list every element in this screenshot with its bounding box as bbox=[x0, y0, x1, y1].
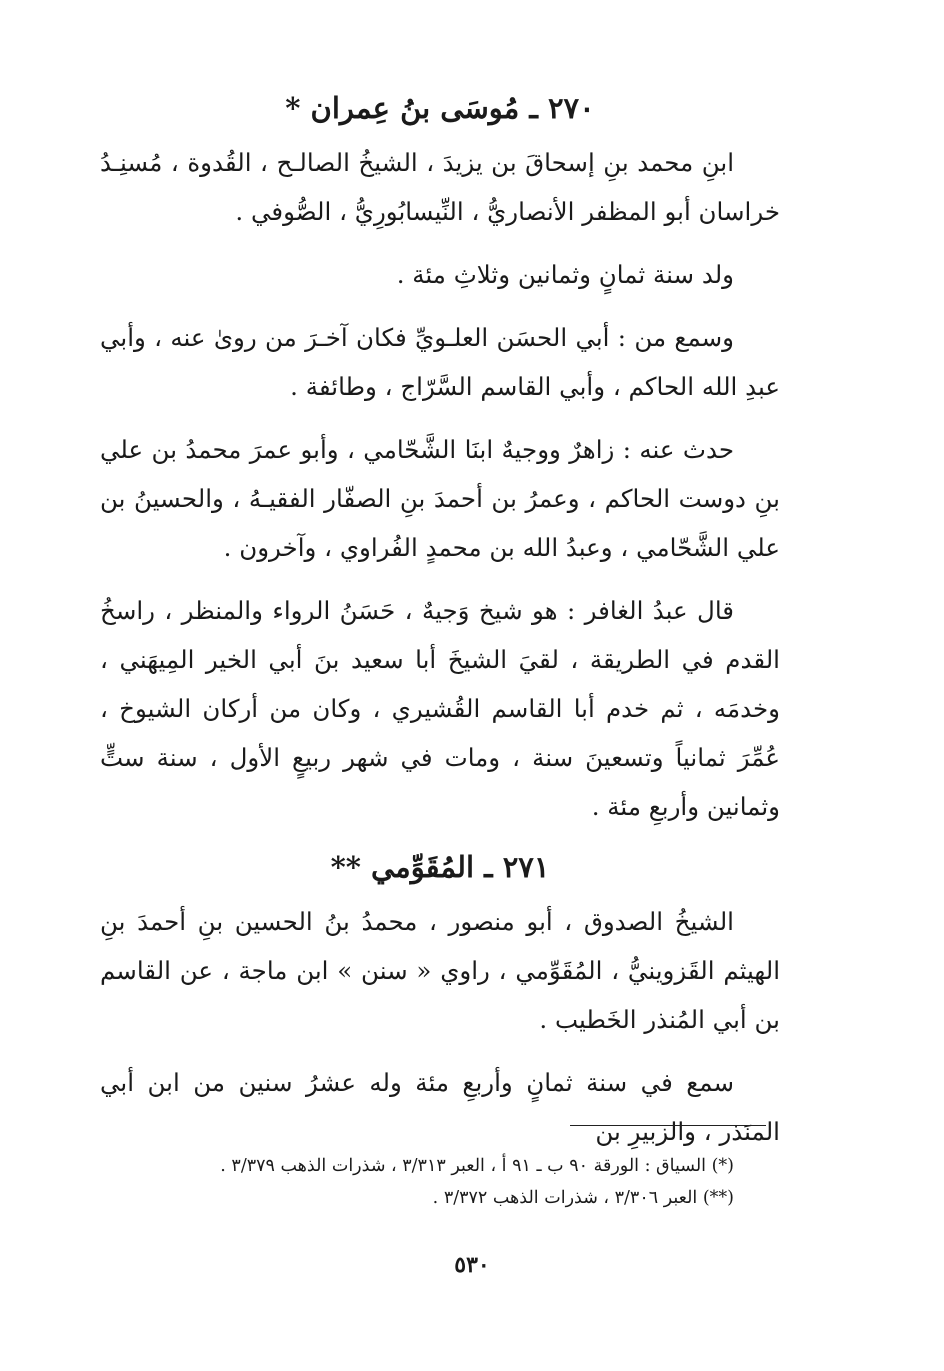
footnote-2: (**) العبر ٣/٣٠٦ ، شذرات الذهب ٣/٣٧٢ . bbox=[432, 1188, 734, 1208]
entry-270-paragraph-3: وسمع من : أبي الحسَن العلـويِّ فكان آخـرَ من روىٰ عنه ، وأبي عبدِ الله الحاكم ، وأبي القاسم السَّرّاج ، وطائفة . bbox=[100, 323, 780, 401]
footnotes bbox=[150, 1150, 734, 1214]
entry-271-paragraph-1: الشيخُ الصدوق ، أبو منصور ، محمدُ بنُ الحسين بنِ أحمدَ بنِ الهيثم القَزوينيُّ ، المُقَوِّمي ، راوي « سنن » ابن ماجة ، عن القاسم بن أبي المُنذر الخَطيب . bbox=[100, 907, 780, 1034]
footnote-1: (*) السياق : الورقة ٩٠ ب ـ ٩١ أ ، العبر ٣/٣١٣ ، شذرات الذهب ٣/٣٧٩ . bbox=[220, 1156, 734, 1176]
entry-title-271: ٢٧١ ـ المُقَوِّمي ** bbox=[330, 850, 550, 884]
entry-title-270: ٢٧٠ ـ مُوسَى بنُ عِمران * bbox=[285, 91, 595, 125]
entry-270-paragraph-4: حدث عنه : زاهرٌ ووجيهٌ ابنَا الشَّحّامي ، وأبو عمرَ محمدُ بن علي بنِ دوست الحاكم ، وعمرُ بن أحمدَ بنِ الصفّار الفقيـهُ ، والحسينُ بن علي الشَّحّامي ، وعبدُ الله بن محمدٍ الفُراوي ، وآخرون . bbox=[100, 435, 780, 562]
entry-270-paragraph-1: ابنِ محمد بنِ إسحاقَ بن يزيدَ ، الشيخُ الصالـح ، القُدوة ، مُسنِـدُ خراسان أبو المظفر الأنصاريُّ ، النِّيسابُورِيُّ ، الصُّوفي . bbox=[100, 148, 780, 226]
entry-270-paragraph-2: ولد سنة ثمانٍ وثمانين وثلاثِ مئة . bbox=[396, 260, 734, 289]
page-number: ٥٣٠ bbox=[454, 1252, 490, 1278]
entry-270-paragraph-5: قال عبدُ الغافر : هو شيخ وَجيهٌ ، حَسَنُ الرواء والمنظر ، راسخُ القدم في الطريقة ، لقيَ الشيخَ أبا سعيد بنَ أبي الخير المِيهَني ، وخدمَه ، ثم خدم أبا القاسم القُشيري ، وكان من أركان الشيوخ ، عُمِّرَ ثمانياً وتسعينَ سنة ، ومات في شهر ربيعٍ الأول ، سنة ستٍّ وثمانين وأربعِ مئة . bbox=[100, 596, 780, 821]
entry-271-paragraph-2: سمع في سنة ثمانٍ وأربعِ مئة وله عشرُ سنين من ابن أبي المنَذر ، والزبيرِ بن bbox=[100, 1068, 780, 1146]
footnote-divider bbox=[570, 1125, 766, 1126]
page-body bbox=[100, 86, 780, 1170]
